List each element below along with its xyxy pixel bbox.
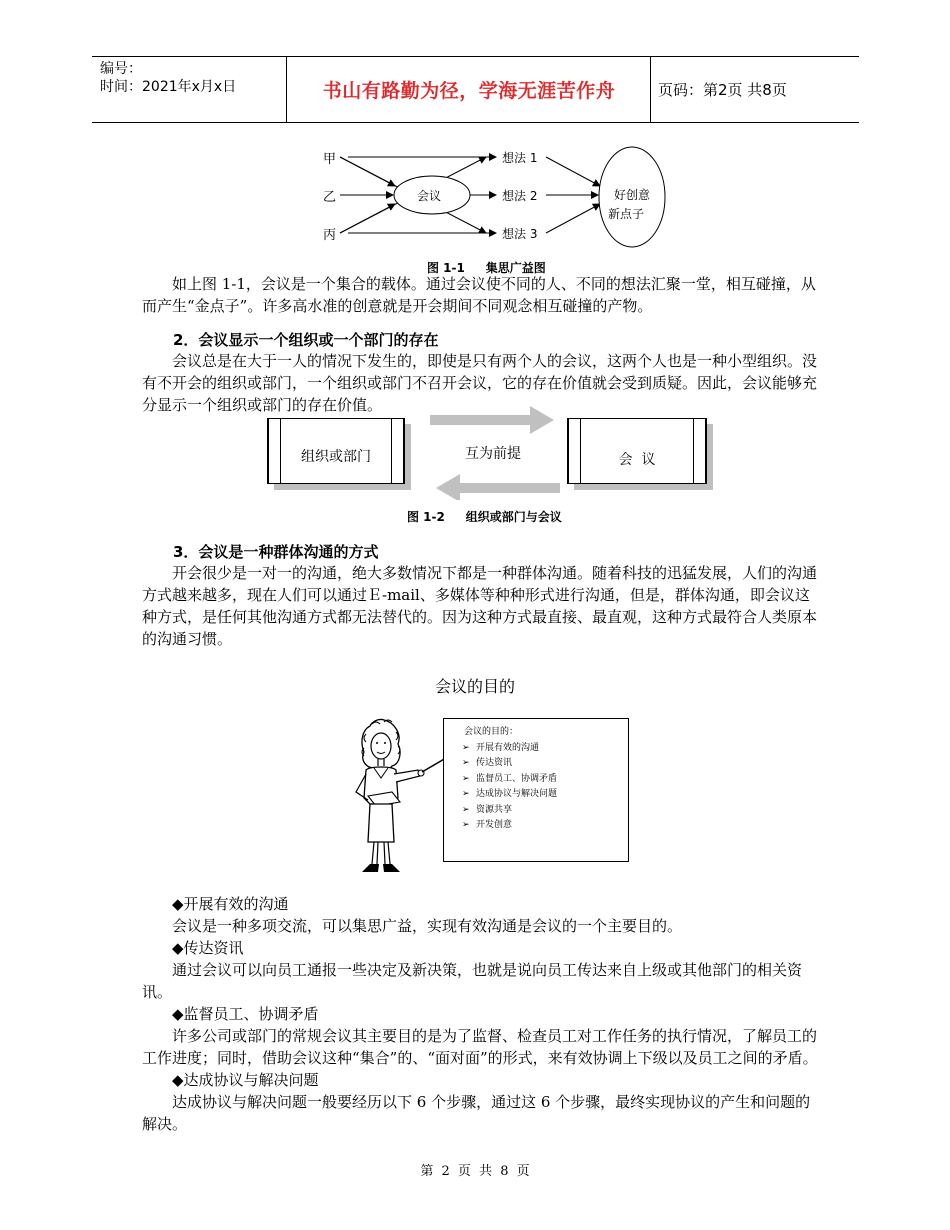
section2-title: 2．会议显示一个组织或一个部门的存在 [173, 331, 439, 349]
header-date: 时间：2021年x月x日 [100, 79, 237, 95]
arrow-left-icon [436, 474, 560, 500]
header-number: 编号： [100, 61, 142, 77]
figure2-caption: 图 1-2 组织或部门与会议 [407, 510, 562, 524]
board-item: ➢ 开展有效的沟通 [462, 741, 628, 757]
bullet-heading: ◆开展有效的沟通 [172, 895, 289, 913]
section2-body-text: 会议总是在大于一人的情况下发生的，即使是只有两个人的会议，这两个人也是一种小型组织。没有不开会的组织或部门，一个组织或部门不召开会议，它的存在价值就会受到质疑。因此，会议能够充分显示一个组织或部门的存在价值。 [142, 352, 818, 414]
header-motto: 书山有路勤为径，学海无涯苦作舟 [322, 80, 616, 102]
header-page-info: 页码：第2页 共8页 [658, 81, 787, 99]
section3-title: 3．会议是一种群体沟通的方式 [173, 543, 379, 561]
left-box-label: 组织或部门 [301, 449, 371, 465]
figure1-caption: 图 1-1 集思广益图 [427, 261, 546, 275]
paragraph-intro [142, 273, 822, 317]
input-yi: 乙 [323, 190, 337, 205]
section3-body [142, 562, 822, 650]
right-box-label: 会 议 [618, 452, 656, 468]
purpose-details [142, 893, 822, 1135]
mutual-label: 互为前提 [465, 446, 521, 462]
bullet-body: 许多公司或部门的常规会议其主要目的是为了监督、检查员工对工作任务的执行情况，了解员工的工作进度；同时，借助会议这种“集合”的、“面对面”的形式，来有效协调上下级以及员工之间的矛盾。 [142, 1027, 818, 1067]
idea-1: 想法 1 [502, 151, 538, 165]
input-bing: 丙 [323, 228, 337, 243]
idea-2: 想法 2 [502, 189, 538, 203]
bullet-body: 达成协议与解决问题一般要经历以下 6 个步骤，通过这 6 个步骤，最终实现协议的产生和问题的解决。 [142, 1093, 811, 1133]
board-item: ➢ 开发创意 [462, 818, 628, 834]
header-divider-right [650, 57, 651, 122]
result-line-1: 好创意 [614, 188, 651, 202]
board-title: 会议的目的： [464, 727, 519, 737]
presenter-illustration [348, 712, 448, 878]
bullet-heading: ◆达成协议与解决问题 [172, 1071, 319, 1089]
purpose-title: 会议的目的 [434, 677, 515, 696]
board-item: ➢ 达成协议与解决问题 [462, 787, 628, 803]
paragraph-intro-text: 如上图 1-1，会议是一个集合的载体。通过会议使不同的人、不同的想法汇聚一堂，相互碰撞，从而产生“金点子”。许多高水准的创意就是开会期间不同观念相互碰撞的产物。 [142, 275, 816, 315]
input-jia: 甲 [323, 152, 337, 167]
purpose-board [443, 718, 629, 862]
board-item: ➢ 传达资讯 [462, 756, 628, 772]
idea-3: 想法 3 [502, 227, 538, 241]
page-footer: 第 2 页 共 8 页 [420, 1164, 530, 1179]
board-item: ➢ 资源共享 [462, 803, 628, 819]
header-bottom-rule [92, 122, 859, 123]
result-line-2: 新点子 [608, 207, 645, 221]
left-box [267, 418, 405, 484]
bullet-body: 通过会议可以向员工通报一些决定及新决策，也就是说向员工传达来自上级或其他部门的相关资讯。 [142, 961, 803, 1001]
arrow-right-icon [430, 406, 554, 434]
bullet-heading: ◆传达资讯 [172, 939, 244, 957]
bullet-body: 会议是一种多项交流，可以集思广益，实现有效沟通是会议的一个主要目的。 [172, 917, 683, 935]
bullet-heading: ◆监督员工、协调矛盾 [172, 1005, 319, 1023]
right-box [567, 418, 707, 484]
header-top-rule [92, 56, 859, 57]
board-item: ➢ 监督员工、协调矛盾 [462, 772, 628, 788]
center-meeting-label: 会议 [417, 189, 442, 203]
section3-body-text: 开会很少是一对一的沟通，绝大多数情况下都是一种群体沟通。随着科技的迅猛发展，人们的沟通方式越来越多，现在人们可以通过Ｅ-mail、多媒体等种种形式进行沟通，但是，群体沟通，即会议这种方式，是任何其他沟通方式都无法替代的。因为这种方式最直接、最直观，这种方式最符合人类原本的沟通习惯。 [142, 564, 818, 648]
header-divider-left [286, 57, 287, 122]
